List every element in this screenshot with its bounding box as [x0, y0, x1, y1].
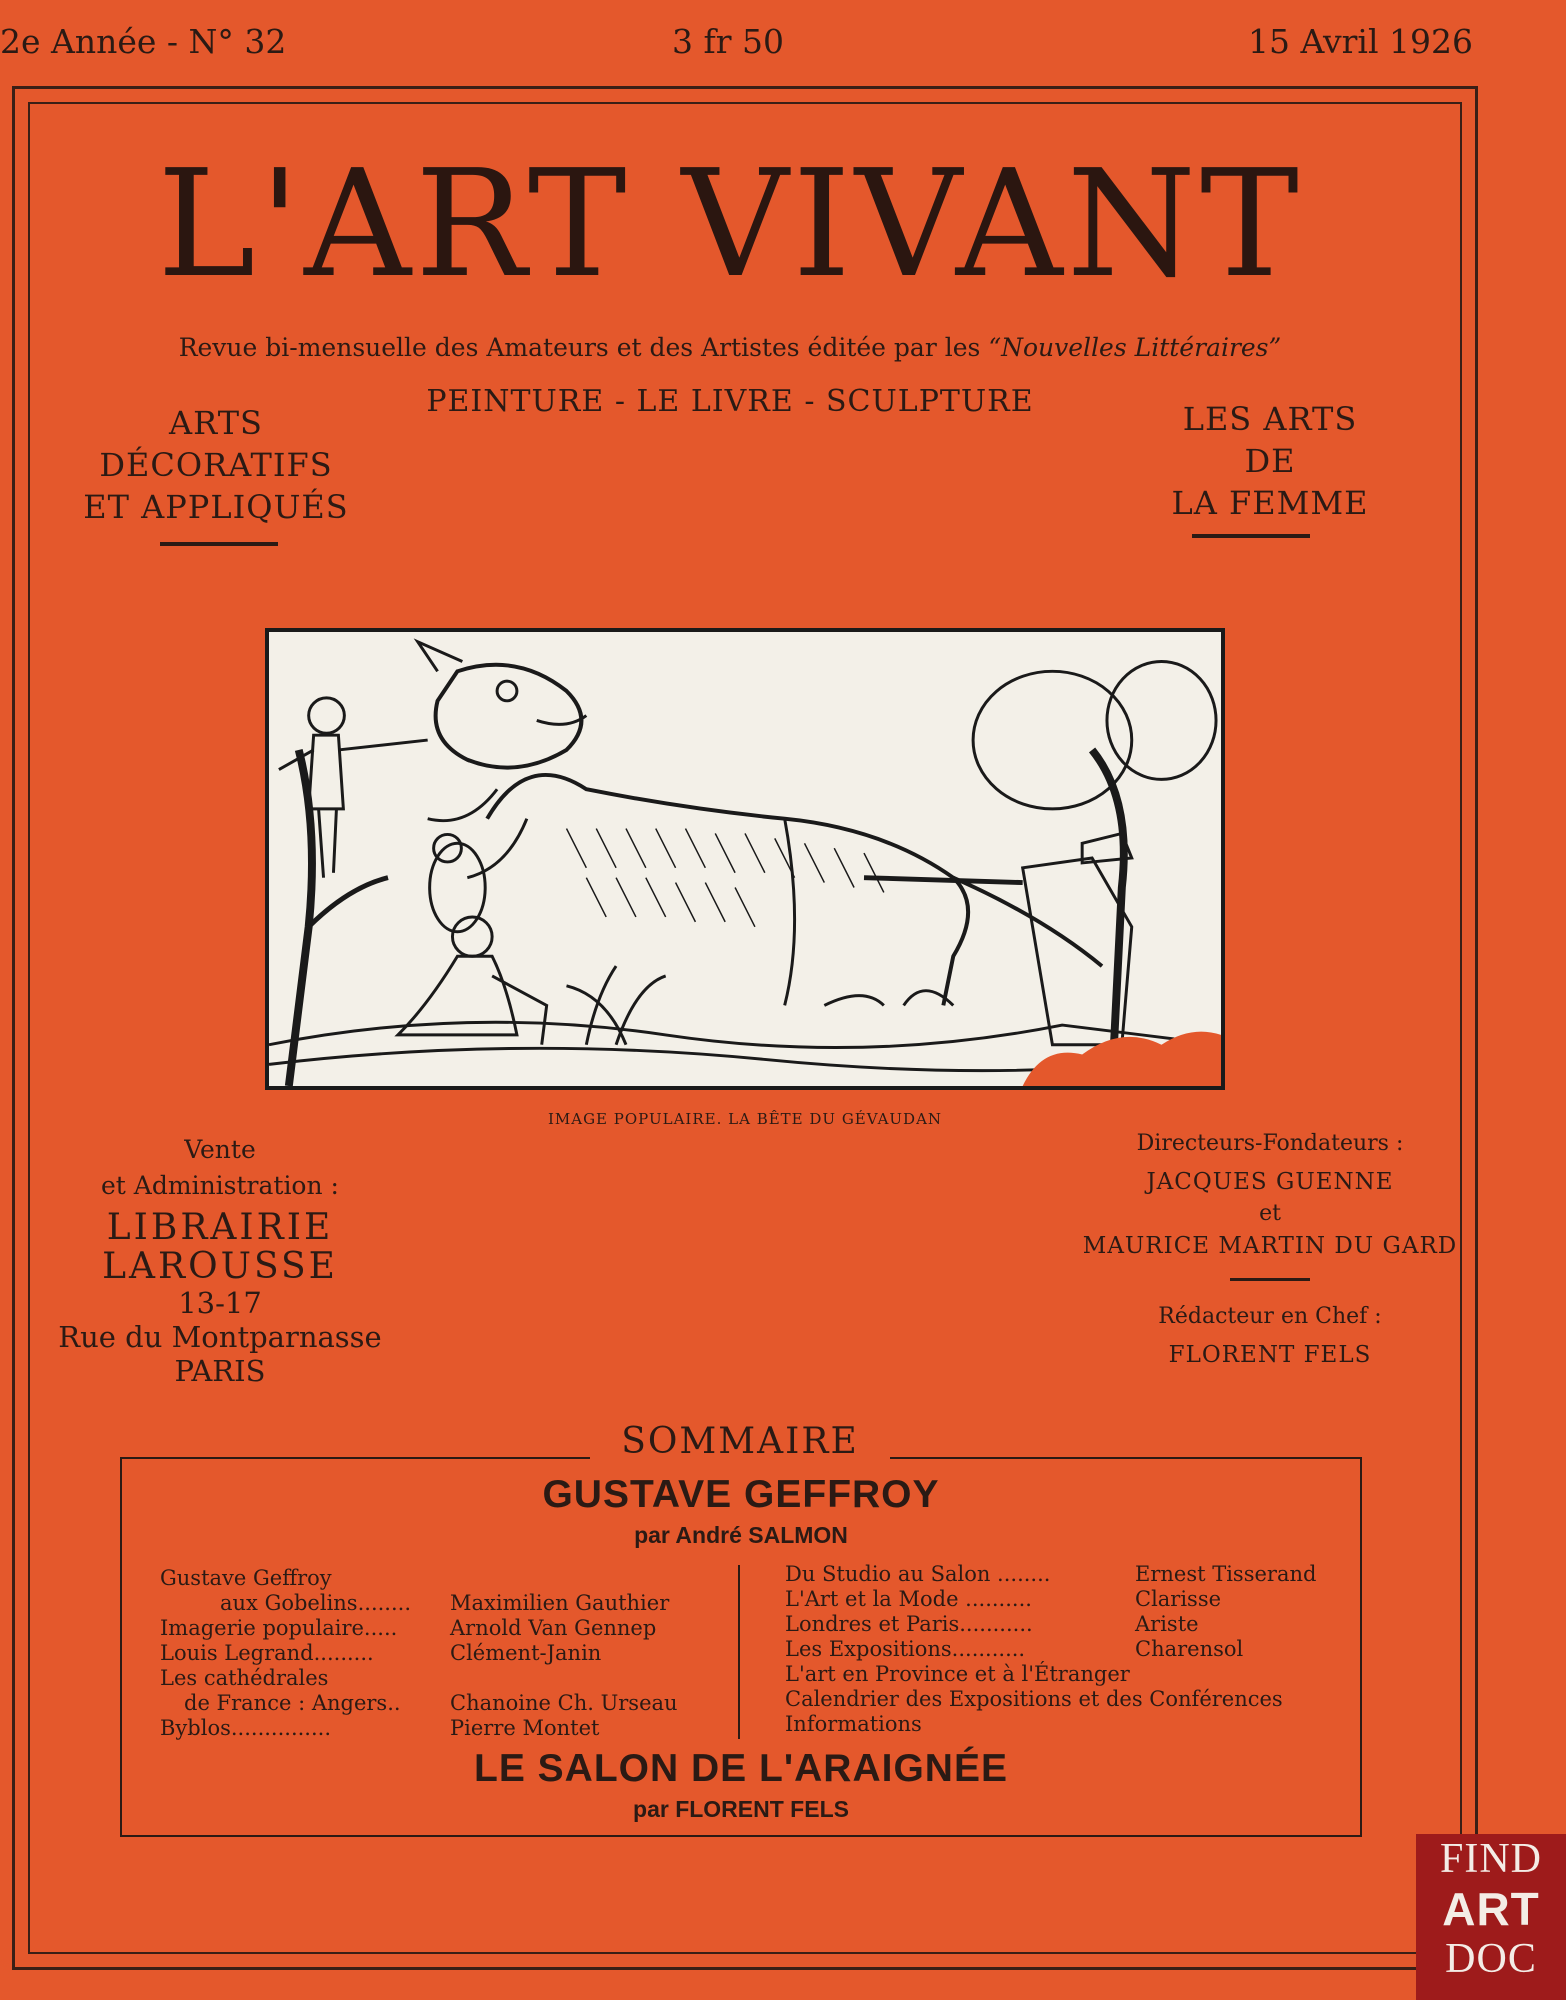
toc-entry-title: de France : Angers.. [184, 1691, 401, 1715]
sales-administration [30, 1132, 410, 1388]
sales-line1: Vente [184, 1135, 256, 1164]
toc-entry-author: Pierre Montet [450, 1716, 600, 1740]
director-1: JACQUES GUENNE [1146, 1169, 1394, 1195]
toc-entry-title: Gustave Geffroy [160, 1566, 332, 1590]
toc-entry [160, 1641, 678, 1666]
directors-rule [1230, 1278, 1310, 1281]
toc-entry [160, 1716, 678, 1741]
left-category-line: ET APPLIQUÉS [83, 488, 349, 526]
toc-entry [160, 1566, 678, 1591]
sommaire-title: SOMMAIRE [590, 1421, 890, 1462]
right-rule [1192, 534, 1310, 538]
left-rule [160, 542, 278, 546]
right-category-line: DE [1244, 442, 1296, 480]
toc-entry [785, 1587, 1316, 1612]
subtitle-text: Revue bi-mensuelle des Amateurs et des Artistes éditée par les [178, 333, 981, 362]
toc-entry-author: Ariste [1135, 1612, 1199, 1636]
magazine-subtitle [0, 333, 1460, 362]
left-categories [56, 402, 376, 528]
toc-left-column [160, 1566, 678, 1741]
toc-entry [785, 1637, 1316, 1662]
toc-right-column [785, 1562, 1316, 1737]
toc-entry-title: Du Studio au Salon ........ [785, 1562, 1051, 1586]
toc-entry [785, 1662, 1316, 1687]
watermark-line1: FIND [1439, 1836, 1542, 1882]
directors-label: Directeurs-Fondateurs : [1136, 1131, 1404, 1156]
right-category-line: LA FEMME [1171, 484, 1369, 522]
toc-entry [160, 1666, 678, 1691]
toc-entry-title: Imagerie populaire..... [160, 1616, 398, 1640]
toc-entry-title: Calendrier des Expositions et des Conférences [785, 1687, 1283, 1711]
watermark-line2: ART [1442, 1883, 1540, 1935]
toc-entry-author: Maximilien Gauthier [450, 1591, 670, 1615]
toc-entry-title: Les Expositions........... [785, 1637, 1026, 1661]
publisher-name1: LIBRAIRIE [106, 1207, 334, 1248]
toc-entry-title: Louis Legrand......... [160, 1641, 374, 1665]
toc-entry [785, 1712, 1316, 1737]
toc-entry-title: Les cathédrales [160, 1666, 329, 1690]
toc-entry-title: Byblos............... [160, 1716, 332, 1740]
toc-entry [160, 1616, 678, 1641]
woodcut-illustration [265, 628, 1225, 1090]
issue-date: 15 Avril 1926 [1248, 22, 1473, 61]
subtitle-publisher: “Nouvelles Littéraires” [988, 333, 1282, 362]
directors-conjunction: et [1259, 1201, 1281, 1226]
magazine-title: L'ART VIVANT [157, 138, 1303, 310]
toc-entry-author: Charensol [1135, 1637, 1244, 1661]
toc-entry-title: aux Gobelins........ [220, 1591, 411, 1615]
address-city: PARIS [174, 1354, 266, 1388]
feature-title: GUSTAVE GEFFROY [542, 1473, 940, 1516]
toc-entry-author: Ernest Tisserand [1135, 1562, 1317, 1586]
editor-label: Rédacteur en Chef : [1158, 1304, 1382, 1329]
findartdoc-watermark [1416, 1834, 1566, 2000]
toc-entry-author: Chanoine Ch. Urseau [450, 1691, 678, 1715]
cover-price: 3 fr 50 [672, 22, 784, 61]
toc-entry [160, 1591, 678, 1616]
directors-block [1070, 1128, 1470, 1371]
left-category-line: DÉCORATIFS [99, 446, 333, 484]
toc-entry-author: Clarisse [1135, 1587, 1222, 1611]
sales-line2: et Administration : [101, 1171, 339, 1200]
toc-divider [738, 1565, 740, 1739]
right-category-line: LES ARTS [1182, 400, 1358, 438]
toc-entry [785, 1687, 1316, 1712]
feature-byline: par André SALMON [634, 1522, 848, 1548]
publisher-name2: LAROUSSE [102, 1246, 338, 1287]
toc-entry-title: L'Art et la Mode .......... [785, 1587, 1032, 1611]
second-feature-title: LE SALON DE L'ARAIGNÉE [474, 1747, 1008, 1790]
toc-entry-author: Clément-Janin [450, 1641, 602, 1665]
center-categories: PEINTURE - LE LIVRE - SCULPTURE [426, 384, 1034, 419]
second-feature-byline: par FLORENT FELS [633, 1796, 849, 1822]
toc-entry [160, 1691, 678, 1716]
address-street: Rue du Montparnasse [58, 1320, 382, 1354]
issue-number: 2e Année - N° 32 [0, 22, 287, 61]
toc-entry [785, 1612, 1316, 1637]
toc-entry-title: Londres et Paris........... [785, 1612, 1033, 1636]
director-2: MAURICE MARTIN DU GARD [1082, 1233, 1458, 1259]
beast-of-gevaudan-image [269, 632, 1221, 1086]
address-number: 13-17 [178, 1286, 262, 1320]
right-categories [1110, 398, 1430, 524]
toc-entry [785, 1562, 1316, 1587]
illustration-caption: IMAGE POPULAIRE. LA BÊTE DU GÉVAUDAN [547, 1110, 943, 1128]
toc-entry-title: Informations [785, 1712, 922, 1736]
toc-entry-author: Arnold Van Gennep [450, 1616, 657, 1640]
editor-name: FLORENT FELS [1168, 1342, 1372, 1368]
toc-entry-title: L'art en Province et à l'Étranger [785, 1662, 1130, 1686]
left-category-line: ARTS [169, 404, 263, 442]
watermark-line3: DOC [1445, 1936, 1537, 1982]
